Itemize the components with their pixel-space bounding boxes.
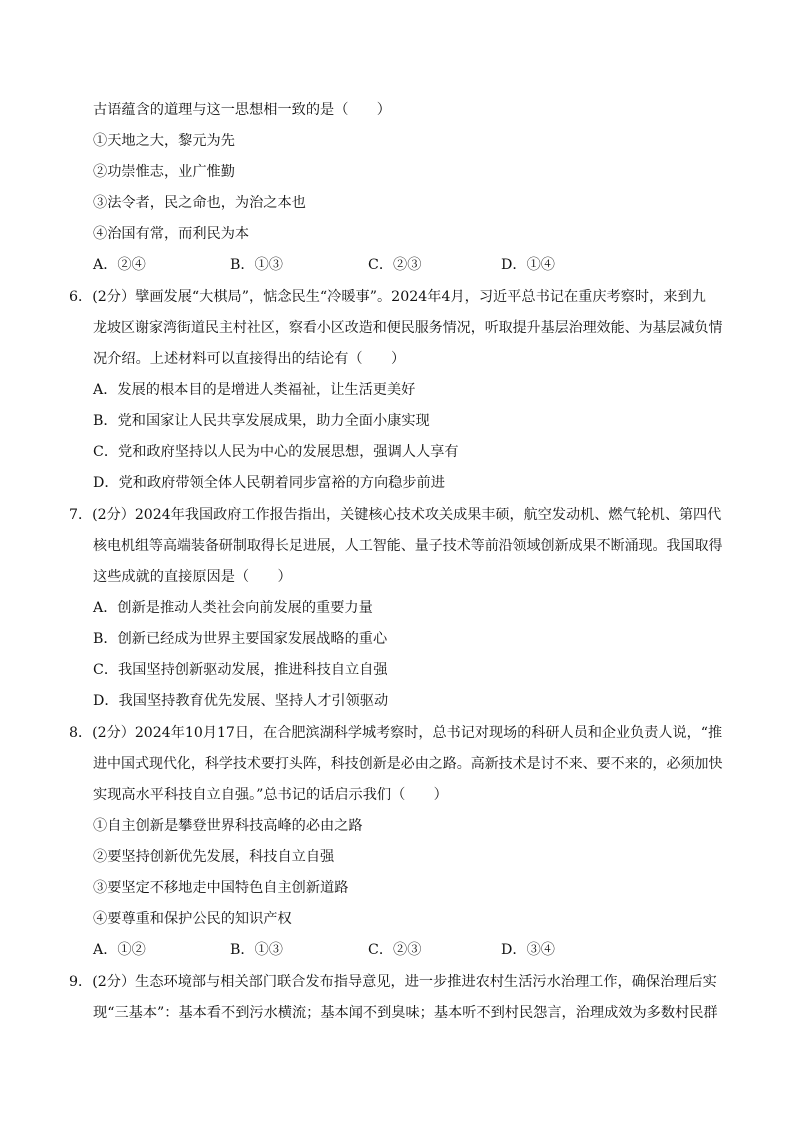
q7-option-c[interactable]: C．我国坚持创新驱动发展，推进科技自立自强 [93,662,388,678]
q8-item-3: ③要坚定不移地走中国特色自主创新道路 [93,880,349,896]
q8-stem-line-2: 进中国式现代化，科学技术要打头阵，科技创新是必由之路。高新技术是讨不来、要不来的，必须加快 [93,756,723,772]
q5-option-c[interactable]: C．②③ [368,257,422,273]
q8-option-d[interactable]: D．③④ [501,942,555,958]
q9-stem-line-2: 现“三基本”：基本看不到污水横流；基本闻不到臭味；基本听不到村民怨言，治理成效为多数村民群 [93,1005,718,1021]
q7-option-a[interactable]: A．创新是推动人类社会向前发展的重要力量 [93,600,373,616]
q9-stem-line-1: 9．(2分）生态环境部与相关部门联合发布指导意见，进一步推进农村生活污水治理工作，确保治理后实 [69,974,717,990]
q6-option-b[interactable]: B．党和国家让人民共享发展成果，助力全面小康实现 [93,413,430,429]
q8-item-4: ④要尊重和保护公民的知识产权 [93,911,292,927]
q7-stem-line-1: 7．(2分）2024年我国政府工作报告指出，关键核心技术攻关成果丰硕，航空发动机、燃气轮机、第四代 [69,507,722,523]
q5-option-b[interactable]: B．①③ [230,257,283,273]
q5-item-4: ④治国有常，而利民为本 [93,226,250,242]
q6-stem-line-1: 6．(2分）擘画发展“大棋局”，惦念民生“冷暖事”。2024年4月，习近平总书记在重庆考察时，来到九 [69,289,706,305]
q6-stem-line-3: 况介绍。上述材料可以直接得出的结论有（ ） [93,351,406,367]
q7-option-b[interactable]: B．创新已经成为世界主要国家发展战略的重心 [93,631,388,647]
q8-option-c[interactable]: C．②③ [368,942,422,958]
q5-item-2: ②功崇惟志，业广惟勤 [93,164,235,180]
q5-option-d[interactable]: D．①④ [501,257,555,273]
q6-option-d[interactable]: D．党和政府带领全体人民朝着同步富裕的方向稳步前进 [93,475,445,491]
q6-option-c[interactable]: C．党和政府坚持以人民为中心的发展思想，强调人人享有 [93,444,459,460]
q5-option-a[interactable]: A．②④ [93,257,146,273]
q5-item-1: ①天地之大，黎元为先 [93,133,235,149]
q5-item-3: ③法令者，民之命也，为治之本也 [93,195,306,211]
q8-option-b[interactable]: B．①③ [230,942,283,958]
q8-stem-line-3: 实现高水平科技自立自强。”总书记的话启示我们（ ） [93,787,448,803]
q6-option-a[interactable]: A．发展的根本目的是增进人类福祉，让生活更美好 [93,382,416,398]
q7-stem-line-3: 这些成就的直接原因是（ ） [93,569,292,585]
q8-item-1: ①自主创新是攀登世界科技高峰的必由之路 [93,818,363,834]
q8-item-2: ②要坚持创新优先发展，科技自立自强 [93,849,335,865]
q8-stem-line-1: 8．(2分）2024年10月17日，在合肥滨湖科学城考察时，总书记对现场的科研人员和企业负责人说，“推 [69,725,723,741]
q6-stem-line-2: 龙坡区谢家湾街道民主村社区，察看小区改造和便民服务情况，听取提升基层治理效能、为基层减负情 [93,320,723,336]
q8-option-a[interactable]: A．①② [93,942,146,958]
q7-option-d[interactable]: D．我国坚持教育优先发展、坚持人才引领驱动 [93,693,389,709]
q5-stem-end: 古语蕴含的道理与这一思想相一致的是（ ） [93,102,391,118]
q7-stem-line-2: 核电机组等高端装备研制取得长足进展，人工智能、量子技术等前沿领域创新成果不断涌现。我国取得 [93,538,723,554]
